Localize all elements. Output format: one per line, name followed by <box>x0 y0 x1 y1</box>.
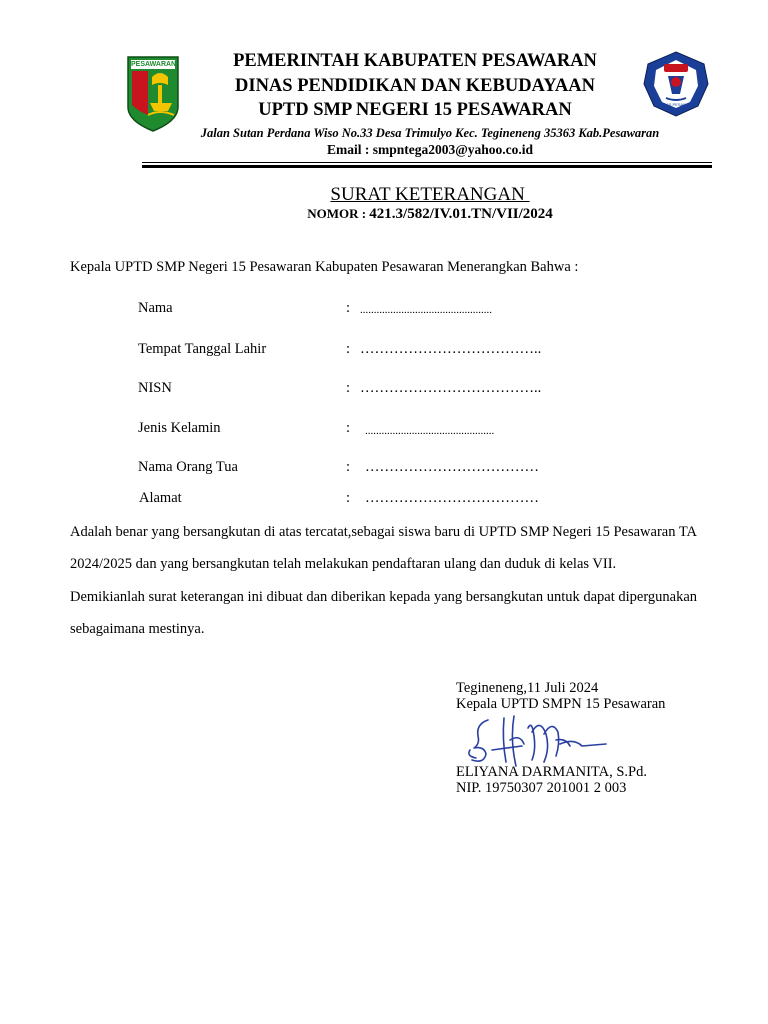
letter-title: SURAT KETERANGAN <box>330 184 530 205</box>
field-label: Tempat Tanggal Lahir <box>138 341 267 357</box>
letter-number-label: NOMOR : <box>307 206 370 221</box>
signature-nip: NIP. 19750307 201001 2 003 <box>456 780 627 796</box>
letter-intro: Kepala UPTD SMP Negeri 15 Pesawaran Kabupaten Pesawaran Menerangkan Bahwa : <box>70 259 579 275</box>
field-label: Jenis Kelamin <box>138 420 221 436</box>
pesawaran-logo-caption: PESAWARAN <box>131 61 177 68</box>
field-blank: ……………………………….. <box>360 341 542 357</box>
header-address: Jalan Sutan Perdana Wiso No.33 Desa Trimulyo Kec. Tegineneng 35363 Kab.Pesawaran <box>200 126 660 140</box>
signature-name: ELIYANA DARMANITA, S.Pd. <box>456 764 647 780</box>
header-department: DINAS PENDIDIKAN DAN KEBUDAYAAN <box>235 76 595 96</box>
letter-number-value: 421.3/582/IV.01.TN/VII/2024 <box>369 206 553 222</box>
school-logo-caption: SMPN 15 PESAWARAN <box>654 102 698 107</box>
header-government: PEMERINTAH KABUPATEN PESAWARAN <box>233 51 597 71</box>
field-colon: : <box>346 341 351 357</box>
header-divider-thin <box>142 162 712 163</box>
signature-place-date: Tegineneng,11 Juli 2024 <box>456 680 599 696</box>
field-colon: : <box>346 380 351 396</box>
signature-position: Kepala UPTD SMPN 15 Pesawaran <box>456 696 666 712</box>
letter-paragraph-closing: Demikianlah surat keterangan ini dibuat dan diberikan kepada yang bersangkutan untuk dapat dipergunakan sebagaimana mestinya. <box>70 589 698 637</box>
field-blank: ............................................... <box>365 425 495 437</box>
field-label: NISN <box>138 380 172 396</box>
field-colon: : <box>346 459 351 475</box>
letter-paragraph-statement: Adalah benar yang bersangkutan di atas tercatat,sebagai siswa baru di UPTD SMP Negeri 15 Pesawaran TA 2024/2025 dan yang bersangkutan telah melakukan pendaftaran ulang dan duduk di kelas VII. <box>70 524 697 572</box>
letter-number <box>150 206 710 223</box>
field-blank: ……………………………… <box>365 490 539 506</box>
field-label: Nama Orang Tua <box>138 459 238 475</box>
header-email: Email : smpntega2003@yahoo.co.id <box>326 142 534 157</box>
header-divider-thick <box>142 165 712 168</box>
field-label: Nama <box>138 300 173 316</box>
field-blank: ……………………………….. <box>360 380 542 396</box>
field-blank: ................................................ <box>360 304 492 316</box>
field-blank: ……………………………… <box>365 459 539 475</box>
field-colon: : <box>346 300 351 316</box>
field-colon: : <box>346 420 351 436</box>
field-colon: : <box>346 490 351 506</box>
header-school: UPTD SMP NEGERI 15 PESAWARAN <box>258 100 572 120</box>
field-label: Alamat <box>139 490 182 506</box>
